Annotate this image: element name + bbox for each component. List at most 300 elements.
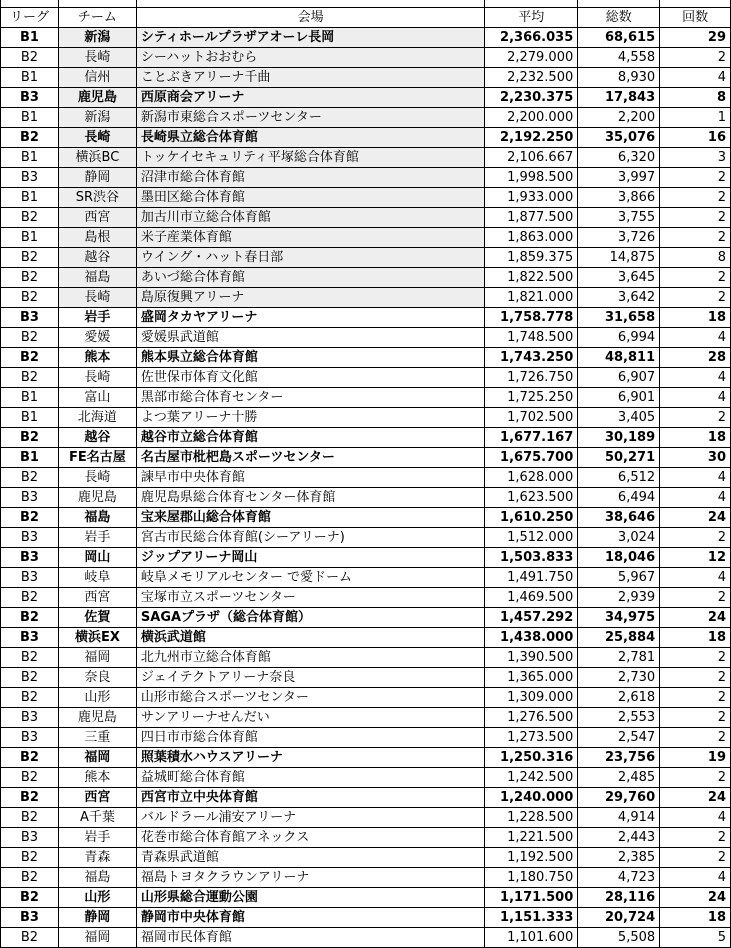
cell-count: 1 [660, 108, 731, 128]
cell-venue: 宮古市民総合体育館(シーアリーナ) [136, 528, 484, 548]
cell-total: 2,781 [578, 648, 660, 668]
cell-average: 1,273.500 [485, 728, 578, 748]
table-row [1, 688, 731, 708]
cell-count: 12 [660, 548, 731, 568]
table-row [1, 488, 731, 508]
cell-total: 14,875 [578, 248, 660, 268]
cell-team: 西宮 [58, 788, 136, 808]
cell-team: 福岡 [58, 928, 136, 948]
cell-count: 16 [660, 128, 731, 148]
header-row [1, 8, 731, 28]
cell-team: 青森 [58, 848, 136, 868]
cell-venue: ことぶきアリーナ千曲 [136, 68, 484, 88]
table-row [1, 308, 731, 328]
cell-count: 2 [660, 48, 731, 68]
table-body [1, 28, 731, 948]
cell-count: 4 [660, 328, 731, 348]
cell-venue: 新潟市東総合スポーツセンター [136, 108, 484, 128]
cell-team: 三重 [58, 728, 136, 748]
cell-average: 1,726.750 [485, 368, 578, 388]
cell-team: 信州 [58, 68, 136, 88]
cell-team: 長崎 [58, 48, 136, 68]
table-row [1, 808, 731, 828]
cell-team: 静岡 [58, 908, 136, 928]
cell-total: 3,024 [578, 528, 660, 548]
cell-total: 48,811 [578, 348, 660, 368]
cell-league: B3 [1, 548, 59, 568]
cell-league: B2 [1, 128, 59, 148]
cell-average: 2,106.667 [485, 148, 578, 168]
cell-total: 6,994 [578, 328, 660, 348]
cell-league: B1 [1, 108, 59, 128]
cell-count: 24 [660, 788, 731, 808]
cell-league: B3 [1, 528, 59, 548]
cell-total: 17,843 [578, 88, 660, 108]
cell-league: B2 [1, 588, 59, 608]
cell-team: 福島 [58, 508, 136, 528]
cell-venue: 名古屋市枇杷島スポーツセンター [136, 448, 484, 468]
cell-venue: 加古川市立総合体育館 [136, 208, 484, 228]
cell-count: 2 [660, 848, 731, 868]
cell-league: B2 [1, 788, 59, 808]
cell-venue: シーハットおおむら [136, 48, 484, 68]
cell-average: 1,877.500 [485, 208, 578, 228]
cell-count: 2 [660, 228, 731, 248]
cell-total: 20,724 [578, 908, 660, 928]
cell-team: 長崎 [58, 288, 136, 308]
cell-venue: 横浜武道館 [136, 628, 484, 648]
cell-average: 2,366.035 [485, 28, 578, 48]
header-venue: 会場 [136, 8, 484, 28]
cell-average: 1,863.000 [485, 228, 578, 248]
cell-venue: 諫早市中央体育館 [136, 468, 484, 488]
table-row [1, 648, 731, 668]
table-row [1, 148, 731, 168]
cell-team: 西宮 [58, 208, 136, 228]
table-row [1, 788, 731, 808]
cell-average: 2,279.000 [485, 48, 578, 68]
cell-team: 長崎 [58, 368, 136, 388]
cell-total: 2,618 [578, 688, 660, 708]
table-row [1, 508, 731, 528]
cell-team: 岡山 [58, 548, 136, 568]
cell-average: 2,230.375 [485, 88, 578, 108]
cell-average: 1,933.000 [485, 188, 578, 208]
cell-total: 2,385 [578, 848, 660, 868]
cell-average: 1,438.000 [485, 628, 578, 648]
table-row [1, 928, 731, 948]
cell-count: 2 [660, 188, 731, 208]
cell-total: 3,642 [578, 288, 660, 308]
cell-count: 24 [660, 608, 731, 628]
table-row [1, 168, 731, 188]
table-row [1, 408, 731, 428]
cell-league: B1 [1, 68, 59, 88]
cell-average: 1,998.500 [485, 168, 578, 188]
table-row [1, 828, 731, 848]
header-total: 総数 [578, 8, 660, 28]
header-team: チーム [58, 8, 136, 28]
cell-team: 岩手 [58, 528, 136, 548]
cell-team: 越谷 [58, 248, 136, 268]
cell-count: 24 [660, 508, 731, 528]
cell-average: 1,171.500 [485, 888, 578, 908]
cell-league: B3 [1, 568, 59, 588]
cell-league: B2 [1, 808, 59, 828]
cell-average: 1,491.750 [485, 568, 578, 588]
table-row [1, 328, 731, 348]
cell-average: 1,743.250 [485, 348, 578, 368]
cell-league: B3 [1, 828, 59, 848]
cell-team: 島根 [58, 228, 136, 248]
cell-venue: バルドラール浦安アリーナ [136, 808, 484, 828]
cell-venue: 青森県武道館 [136, 848, 484, 868]
cell-count: 2 [660, 408, 731, 428]
cell-total: 6,907 [578, 368, 660, 388]
table-row [1, 908, 731, 928]
cell-average: 1,623.500 [485, 488, 578, 508]
cell-count: 4 [660, 568, 731, 588]
cell-venue: ジェイテクトアリーナ奈良 [136, 668, 484, 688]
cell-league: B2 [1, 928, 59, 948]
header-count: 回数 [660, 8, 731, 28]
cell-venue: よつ葉アリーナ十勝 [136, 408, 484, 428]
cell-team: 福岡 [58, 648, 136, 668]
cell-total: 2,553 [578, 708, 660, 728]
cell-count: 2 [660, 828, 731, 848]
table-row [1, 888, 731, 908]
cell-venue: 宝塚市立スポーツセンター [136, 588, 484, 608]
table-row [1, 368, 731, 388]
cell-total: 18,046 [578, 548, 660, 568]
cell-count: 4 [660, 808, 731, 828]
cell-average: 1,512.000 [485, 528, 578, 548]
cell-total: 31,658 [578, 308, 660, 328]
cell-venue: 静岡市中央体育館 [136, 908, 484, 928]
cell-total: 3,645 [578, 268, 660, 288]
cell-league: B2 [1, 368, 59, 388]
cell-total: 6,512 [578, 468, 660, 488]
cell-venue: 宝来屋郡山総合体育館 [136, 508, 484, 528]
table-row [1, 628, 731, 648]
cell-total: 8,930 [578, 68, 660, 88]
cell-team: 西宮 [58, 588, 136, 608]
cell-team: 北海道 [58, 408, 136, 428]
cell-team: 岩手 [58, 308, 136, 328]
cell-team: 山形 [58, 688, 136, 708]
cell-count: 2 [660, 648, 731, 668]
cell-league: B1 [1, 28, 59, 48]
cell-count: 2 [660, 588, 731, 608]
cell-total: 68,615 [578, 28, 660, 48]
cell-venue: 盛岡タカヤアリーナ [136, 308, 484, 328]
cell-count: 8 [660, 88, 731, 108]
cell-total: 28,116 [578, 888, 660, 908]
cell-average: 1,221.500 [485, 828, 578, 848]
cell-venue: 西宮市立中央体育館 [136, 788, 484, 808]
table-row [1, 428, 731, 448]
cell-total: 38,646 [578, 508, 660, 528]
cell-league: B3 [1, 708, 59, 728]
cell-league: B1 [1, 228, 59, 248]
cell-count: 30 [660, 448, 731, 468]
cell-team: 新潟 [58, 108, 136, 128]
cell-league: B2 [1, 288, 59, 308]
cell-average: 1,469.500 [485, 588, 578, 608]
cell-count: 2 [660, 688, 731, 708]
cell-team: 横浜EX [58, 628, 136, 648]
cell-total: 2,485 [578, 768, 660, 788]
cell-count: 18 [660, 908, 731, 928]
cell-team: 新潟 [58, 28, 136, 48]
cell-league: B2 [1, 888, 59, 908]
cell-average: 1,457.292 [485, 608, 578, 628]
table-row [1, 588, 731, 608]
cell-venue: 西原商会アリーナ [136, 88, 484, 108]
cell-average: 1,240.000 [485, 788, 578, 808]
cell-team: 越谷 [58, 428, 136, 448]
table-row [1, 668, 731, 688]
cell-team: 横浜BC [58, 148, 136, 168]
cell-league: B2 [1, 508, 59, 528]
cell-total: 25,884 [578, 628, 660, 648]
cell-team: 富山 [58, 388, 136, 408]
cell-total: 3,997 [578, 168, 660, 188]
cell-league: B2 [1, 748, 59, 768]
cell-average: 1,859.375 [485, 248, 578, 268]
table-row [1, 348, 731, 368]
cell-venue: 黒部市総合体育センター [136, 388, 484, 408]
cell-venue: 四日市市総合体育館 [136, 728, 484, 748]
cell-venue: 墨田区総合体育館 [136, 188, 484, 208]
cell-count: 2 [660, 528, 731, 548]
cell-team: 静岡 [58, 168, 136, 188]
cell-count: 2 [660, 708, 731, 728]
cell-league: B2 [1, 48, 59, 68]
cell-average: 1,390.500 [485, 648, 578, 668]
cell-venue: 越谷市立総合体育館 [136, 428, 484, 448]
cell-count: 24 [660, 888, 731, 908]
cell-count: 4 [660, 488, 731, 508]
cell-total: 4,558 [578, 48, 660, 68]
cell-league: B3 [1, 628, 59, 648]
cell-total: 2,939 [578, 588, 660, 608]
cell-count: 8 [660, 248, 731, 268]
cell-league: B2 [1, 608, 59, 628]
cell-venue: 照葉積水ハウスアリーナ [136, 748, 484, 768]
table-row [1, 48, 731, 68]
cell-total: 30,189 [578, 428, 660, 448]
partial-top-row [1, 0, 731, 8]
cell-total: 35,076 [578, 128, 660, 148]
cell-venue: シティホールプラザアオーレ長岡 [136, 28, 484, 48]
cell-count: 18 [660, 308, 731, 328]
table-row [1, 468, 731, 488]
cell-average: 1,758.778 [485, 308, 578, 328]
cell-league: B3 [1, 308, 59, 328]
cell-venue: 島原復興アリーナ [136, 288, 484, 308]
table-row [1, 188, 731, 208]
cell-team: 福岡 [58, 748, 136, 768]
cell-average: 1,250.316 [485, 748, 578, 768]
cell-league: B2 [1, 688, 59, 708]
cell-total: 3,726 [578, 228, 660, 248]
cell-count: 4 [660, 368, 731, 388]
cell-average: 1,228.500 [485, 808, 578, 828]
cell-venue: 佐世保市体育文化館 [136, 368, 484, 388]
table-row [1, 568, 731, 588]
cell-count: 2 [660, 168, 731, 188]
cell-count: 2 [660, 728, 731, 748]
cell-average: 2,200.000 [485, 108, 578, 128]
cell-venue: SAGAプラザ（総合体育館） [136, 608, 484, 628]
cell-league: B1 [1, 408, 59, 428]
table-row [1, 868, 731, 888]
cell-league: B2 [1, 348, 59, 368]
cell-average: 1,365.000 [485, 668, 578, 688]
cell-average: 1,276.500 [485, 708, 578, 728]
cell-league: B1 [1, 388, 59, 408]
cell-average: 1,677.167 [485, 428, 578, 448]
cell-total: 2,200 [578, 108, 660, 128]
table-row [1, 208, 731, 228]
cell-average: 1,821.000 [485, 288, 578, 308]
cell-venue: あいづ総合体育館 [136, 268, 484, 288]
cell-count: 4 [660, 68, 731, 88]
cell-league: B2 [1, 248, 59, 268]
cell-total: 29,760 [578, 788, 660, 808]
table-row [1, 548, 731, 568]
table-row [1, 388, 731, 408]
cell-total: 50,271 [578, 448, 660, 468]
cell-venue: 米子産業体育館 [136, 228, 484, 248]
cell-total: 23,756 [578, 748, 660, 768]
cell-count: 4 [660, 868, 731, 888]
cell-total: 2,730 [578, 668, 660, 688]
cell-average: 1,309.000 [485, 688, 578, 708]
cell-count: 5 [660, 928, 731, 948]
cell-team: 岐阜 [58, 568, 136, 588]
cell-average: 1,628.000 [485, 468, 578, 488]
cell-league: B2 [1, 468, 59, 488]
cell-total: 3,405 [578, 408, 660, 428]
cell-count: 2 [660, 268, 731, 288]
cell-venue: 岐阜メモリアルセンター で愛ドーム [136, 568, 484, 588]
cell-venue: ウイング・ハット春日部 [136, 248, 484, 268]
cell-league: B3 [1, 908, 59, 928]
cell-team: 佐賀 [58, 608, 136, 628]
table-row [1, 748, 731, 768]
cell-league: B2 [1, 848, 59, 868]
cell-venue: ジップアリーナ岡山 [136, 548, 484, 568]
cell-team: 岩手 [58, 828, 136, 848]
table-row [1, 608, 731, 628]
cell-league: B2 [1, 428, 59, 448]
cell-league: B3 [1, 488, 59, 508]
cell-average: 1,702.500 [485, 408, 578, 428]
cell-team: 鹿児島 [58, 488, 136, 508]
cell-total: 5,967 [578, 568, 660, 588]
cell-count: 2 [660, 288, 731, 308]
cell-team: 長崎 [58, 468, 136, 488]
cell-count: 4 [660, 468, 731, 488]
cell-total: 5,508 [578, 928, 660, 948]
cell-count: 19 [660, 748, 731, 768]
table-row [1, 268, 731, 288]
cell-league: B1 [1, 188, 59, 208]
cell-venue: 福島トヨタクラウンアリーナ [136, 868, 484, 888]
cell-team: 長崎 [58, 128, 136, 148]
cell-count: 2 [660, 208, 731, 228]
cell-total: 6,494 [578, 488, 660, 508]
table-row [1, 528, 731, 548]
cell-average: 1,610.250 [485, 508, 578, 528]
cell-team: 愛媛 [58, 328, 136, 348]
cell-league: B2 [1, 648, 59, 668]
cell-venue: 山形県総合運動公園 [136, 888, 484, 908]
cell-team: 山形 [58, 888, 136, 908]
cell-league: B2 [1, 868, 59, 888]
cell-average: 1,725.250 [485, 388, 578, 408]
cell-venue: 鹿児島県総合体育センター体育館 [136, 488, 484, 508]
cell-total: 6,901 [578, 388, 660, 408]
cell-count: 4 [660, 388, 731, 408]
cell-count: 2 [660, 768, 731, 788]
cell-average: 1,151.333 [485, 908, 578, 928]
cell-venue: トッケイセキュリティ平塚総合体育館 [136, 148, 484, 168]
cell-team: A千葉 [58, 808, 136, 828]
table-row [1, 768, 731, 788]
cell-league: B2 [1, 268, 59, 288]
cell-total: 6,320 [578, 148, 660, 168]
cell-total: 34,975 [578, 608, 660, 628]
cell-average: 2,192.250 [485, 128, 578, 148]
cell-average: 1,192.500 [485, 848, 578, 868]
table-row [1, 108, 731, 128]
cell-league: B2 [1, 208, 59, 228]
cell-league: B2 [1, 668, 59, 688]
cell-team: 奈良 [58, 668, 136, 688]
cell-team: 熊本 [58, 768, 136, 788]
table-row [1, 848, 731, 868]
header-average: 平均 [485, 8, 578, 28]
cell-venue: 花巻市総合体育館アネックス [136, 828, 484, 848]
table-row [1, 248, 731, 268]
cell-team: SR渋谷 [58, 188, 136, 208]
cell-venue: 沼津市総合体育館 [136, 168, 484, 188]
cell-count: 18 [660, 628, 731, 648]
cell-league: B3 [1, 728, 59, 748]
cell-average: 1,503.833 [485, 548, 578, 568]
cell-league: B2 [1, 768, 59, 788]
table-row [1, 88, 731, 108]
cell-total: 3,866 [578, 188, 660, 208]
cell-total: 4,723 [578, 868, 660, 888]
cell-average: 1,242.500 [485, 768, 578, 788]
header-league: リーグ [1, 8, 59, 28]
table-row [1, 228, 731, 248]
cell-average: 1,822.500 [485, 268, 578, 288]
cell-count: 3 [660, 148, 731, 168]
cell-league: B3 [1, 168, 59, 188]
cell-venue: 熊本県立総合体育館 [136, 348, 484, 368]
cell-average: 1,180.750 [485, 868, 578, 888]
cell-count: 2 [660, 668, 731, 688]
cell-league: B2 [1, 328, 59, 348]
cell-total: 4,914 [578, 808, 660, 828]
cell-total: 2,443 [578, 828, 660, 848]
cell-count: 29 [660, 28, 731, 48]
